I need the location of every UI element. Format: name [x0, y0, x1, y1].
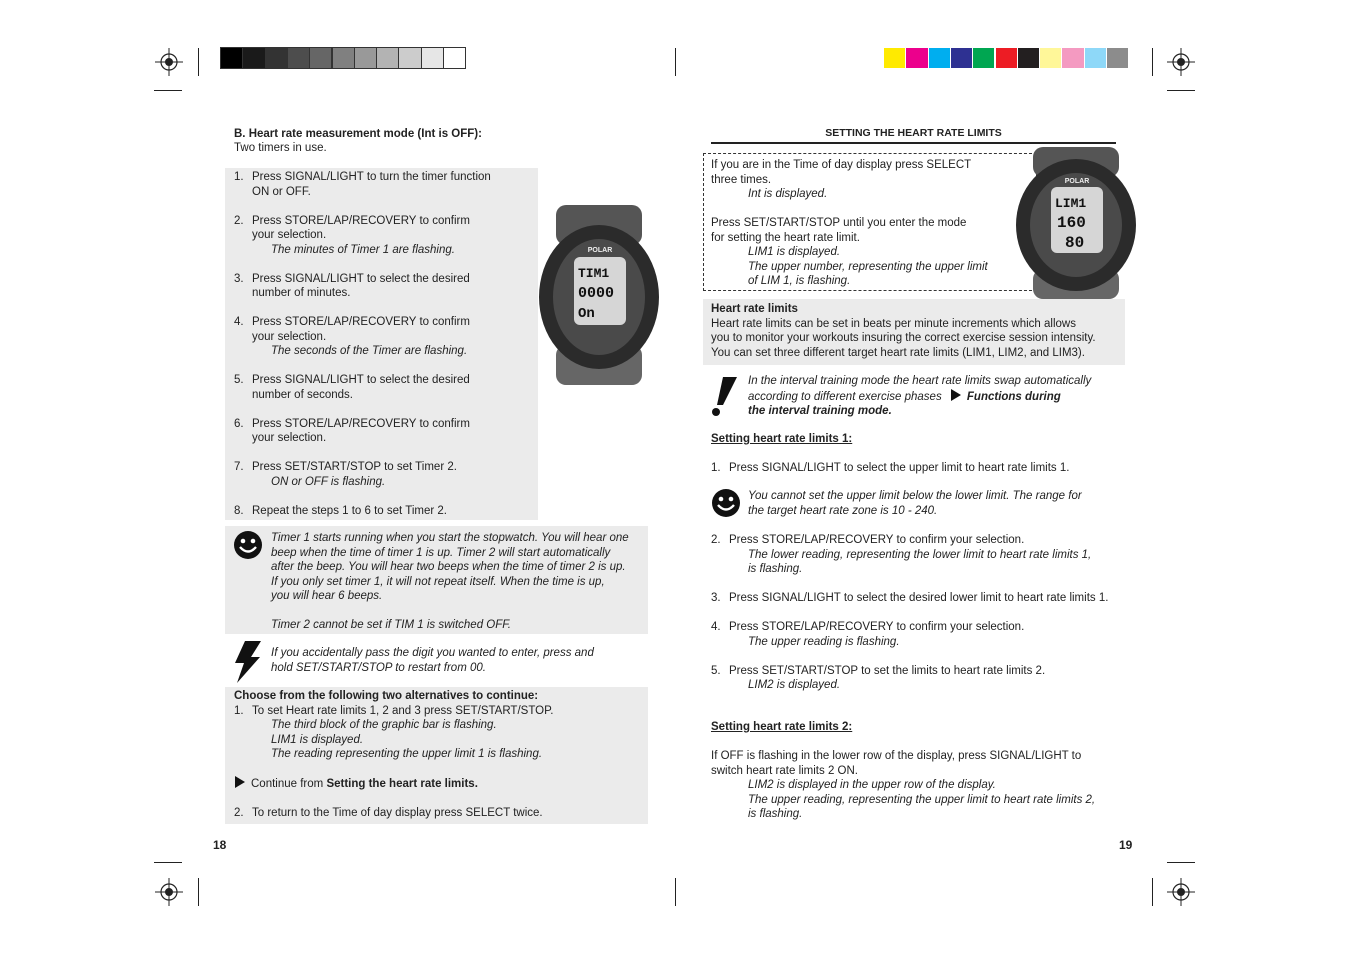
list-item: 1. Press SIGNAL/LIGHT to select the upper limit to heart rate limits 1. — [711, 462, 1070, 474]
crop-mark — [154, 90, 182, 91]
alternatives-heading: Choose from the following two alternatives to continue: — [234, 690, 539, 702]
watch-image — [1013, 147, 1139, 299]
svg-text:160: 160 — [1057, 214, 1086, 232]
color-swatch — [422, 48, 443, 68]
color-swatch — [377, 48, 398, 68]
smiley-icon — [711, 488, 741, 518]
list-item: 4. Press STORE/LAP/RECOVERY to confirm your selection. The seconds of the Timer are flashing. — [234, 316, 470, 357]
list-item: 3. Press SIGNAL/LIGHT to select the desired number of minutes. — [234, 272, 470, 299]
list-item: 1. Press SIGNAL/LIGHT to turn the timer function ON or OFF. — [234, 171, 491, 198]
section-subheading: Two timers in use. — [234, 142, 327, 154]
svg-text:POLAR: POLAR — [1064, 178, 1090, 185]
color-swatch — [444, 48, 465, 68]
crop-mark — [675, 48, 676, 76]
color-swatch — [243, 48, 264, 68]
list-item: 2. Press STORE/LAP/RECOVERY to confirm your selection. The minutes of Timer 1 are flashing. — [234, 214, 470, 256]
continue-reference: Continue from Setting the heart rate limits. — [234, 776, 553, 792]
color-swatch — [355, 48, 376, 68]
list-item: 2. To return to the Time of day display press SELECT twice. — [234, 807, 543, 819]
watch-image — [538, 205, 660, 385]
color-swatch — [266, 48, 287, 68]
svg-text:0000: 0000 — [578, 285, 615, 302]
crop-mark — [675, 878, 676, 906]
color-swatch — [399, 48, 420, 68]
list-item: 5. Press SIGNAL/LIGHT to select the desired number of seconds. — [234, 374, 470, 401]
cross-reference-link[interactable]: Setting the heart rate limits. — [326, 778, 478, 790]
color-swatch — [996, 48, 1017, 68]
crop-mark — [198, 878, 199, 906]
crop-mark — [1167, 862, 1195, 863]
color-swatch — [1107, 48, 1128, 68]
list-item: 6. Press STORE/LAP/RECOVERY to confirm your selection. — [234, 417, 470, 444]
page-number: 19 — [1119, 838, 1133, 852]
smiley-icon — [233, 530, 263, 560]
list-item: 4. Press STORE/LAP/RECOVERY to confirm your selection. — [711, 621, 1025, 633]
color-swatch — [906, 48, 927, 68]
section-heading: B. Heart rate measurement mode (Int is OFF): — [234, 128, 482, 140]
cross-reference-link[interactable]: Functions during — [966, 390, 1061, 403]
registration-mark-icon — [155, 48, 183, 76]
list-item: 2. Press STORE/LAP/RECOVERY to confirm your selection. — [711, 534, 1025, 546]
color-swatch — [310, 48, 331, 68]
list-item: 5. Press SET/START/STOP to set the limits to heart rate limits 2. — [711, 664, 1046, 677]
page-number: 18 — [213, 838, 227, 852]
color-swatch — [973, 48, 994, 68]
timer-steps-list — [234, 170, 534, 518]
section-heading: Setting heart rate limits 1: — [711, 433, 853, 445]
registration-mark-icon — [1167, 878, 1195, 906]
list-item: 8. Repeat the steps 1 to 6 to set Timer 2. — [234, 504, 447, 517]
color-swatch — [1018, 48, 1039, 68]
tip-text: Timer 1 starts running when you start the stopwatch. You will hear one beep when the time of timer 1 is up. Timer 2 will start automatically after the beep. You will hear two beeps when the time of timer 2 is up. If you only set timer 1, it will not repeat itself. When the time is up, you will hear 6 beeps. Timer 2 cannot be set if TIM 1 is switched OFF. — [271, 532, 629, 631]
svg-text:TIM1: TIM1 — [578, 266, 610, 281]
page-title: SETTING THE HEART RATE LIMITS — [825, 127, 1002, 139]
svg-text:On: On — [578, 306, 595, 322]
limits2-text: If OFF is flashing in the lower row of the display, press SIGNAL/LIGHT to switch heart rate limits 2 ON. LIM2 is displayed in the upper row of the display. The upper reading, representing the upper limit to heart rate limits 2, is flashing. — [711, 750, 1096, 820]
limits1-steps: 2. Press STORE/LAP/RECOVERY to confirm your selection. The lower reading, representing the lower limit to heart rate limits 1, is flashing. 3. Press SIGNAL/LIGHT to select the desired lower limit to heart rate limits 1. 4. Press STORE/LAP/RECOVERY to confirm your selection. The upper reading is flashing. 5. Press SET/START/STOP to set the limits to heart rate limits 2. LIM2 is displayed. — [711, 534, 1109, 691]
list-item: 1. To set Heart rate limits 1, 2 and 3 press SET/START/STOP. — [234, 704, 554, 717]
color-swatch — [929, 48, 950, 68]
crop-mark — [1167, 90, 1195, 91]
color-swatch — [1040, 48, 1061, 68]
arrow-right-icon — [950, 389, 962, 401]
intro-text: If you are in the Time of day display press SELECT three times. Int is displayed. Press SET/START/STOP until you enter the mode for setting the heart rate limit. LIM1 is displayed. The upper number, representing the upper limit of LIM 1, is flashing. — [711, 159, 988, 287]
registration-mark-icon — [155, 878, 183, 906]
crop-mark — [154, 862, 182, 863]
color-swatch — [1085, 48, 1106, 68]
range-tip: You cannot set the upper limit below the lower limit. The range for the target heart rate zone is 10 - 240. — [748, 490, 1082, 517]
exclamation-icon — [709, 375, 739, 417]
list-item: 7. Press SET/START/STOP to set Timer 2. ON or OFF is flashing. — [234, 461, 457, 488]
list-item: 3. Press SIGNAL/LIGHT to select the desired lower limit to heart rate limits 1. — [711, 592, 1109, 604]
crop-mark — [198, 48, 199, 76]
svg-text:LIM1: LIM1 — [1055, 196, 1087, 211]
lightning-icon — [233, 641, 263, 683]
warning-text: If you accidentally pass the digit you wanted to enter, press and hold SET/START/STOP to restart from 00. — [271, 647, 594, 674]
arrow-right-icon — [234, 776, 246, 788]
section-heading: Setting heart rate limits 2: — [711, 721, 853, 733]
svg-text:80: 80 — [1065, 234, 1085, 252]
heart-rate-limits-text: Heart rate limits Heart rate limits can be set in beats per minute increments which allows you to monitor your workouts insuring the correct exercise session intensity. You can set three different target heart rate limits (LIM1, LIM2, and LIM3). — [711, 303, 1096, 359]
alternatives: Choose from the following two alternatives to continue: 1. To set Heart rate limits 1, 2 and 3 press SET/START/STOP. The third block of the graphic bar is flashing. LIM1 is displayed. The reading representing the upper limit 1 is flashing. Continue from Setting the heart rate limits. 2. To return to the Time of day display press SELECT twice. — [234, 690, 554, 819]
interval-note: In the interval training mode the heart rate limits swap automatically according to different exercise phases Functions during the interval training mode. — [748, 375, 1092, 417]
crop-mark — [1152, 48, 1153, 76]
registration-mark-icon — [1167, 48, 1195, 76]
title-rule — [711, 142, 1116, 144]
color-swatch — [288, 48, 309, 68]
color-swatch — [221, 48, 242, 68]
color-swatch — [884, 48, 905, 68]
svg-text:POLAR: POLAR — [587, 247, 613, 254]
color-swatch — [951, 48, 972, 68]
color-swatch — [333, 48, 354, 68]
cross-reference-link[interactable]: the interval training mode. — [748, 405, 892, 417]
crop-mark — [1152, 878, 1153, 906]
color-swatch — [1062, 48, 1083, 68]
